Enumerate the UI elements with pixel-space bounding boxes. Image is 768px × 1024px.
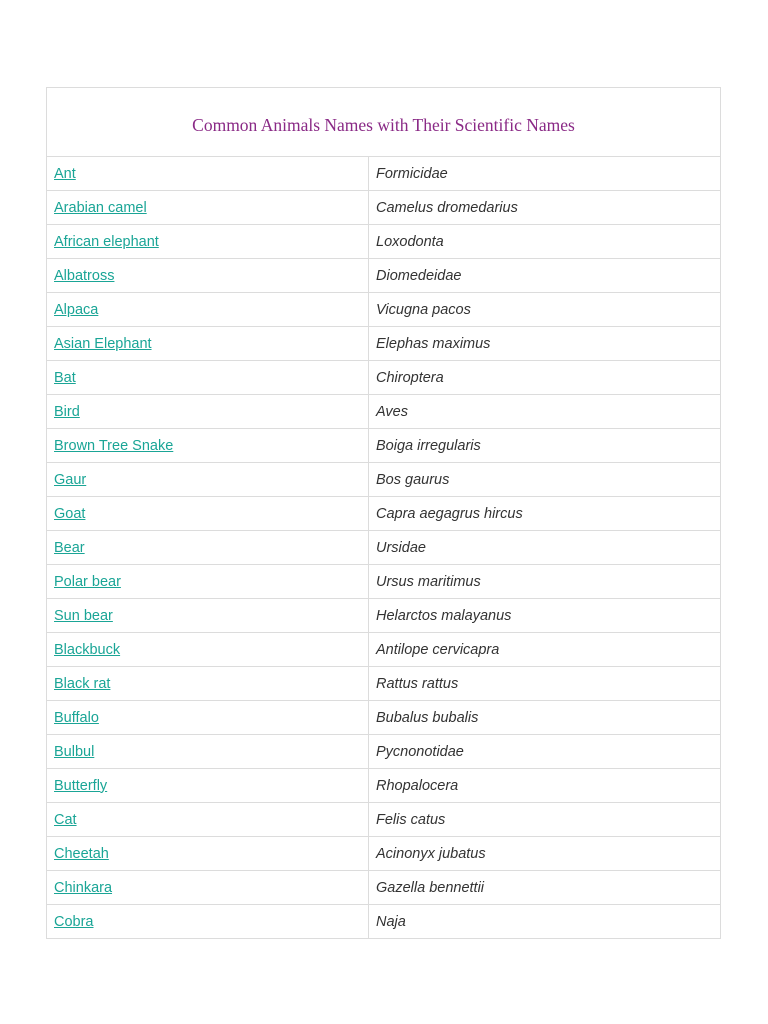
scientific-name-cell: Loxodonta [369,225,721,259]
common-name-link[interactable]: Cat [54,811,77,828]
animals-table [46,87,721,939]
scientific-name-cell: Felis catus [369,803,721,837]
common-name-cell [47,837,369,871]
common-name-cell [47,157,369,191]
common-name-link[interactable]: African elephant [54,233,159,250]
table-row [47,191,721,225]
table-title: Common Animals Names with Their Scientific Names [47,88,721,157]
title-row [47,88,721,157]
table-row [47,293,721,327]
common-name-cell [47,497,369,531]
common-name-cell [47,429,369,463]
scientific-name-cell: Bos gaurus [369,463,721,497]
common-name-link[interactable]: Bear [54,539,85,556]
table-row [47,871,721,905]
common-name-link[interactable]: Albatross [54,267,115,284]
table-row [47,531,721,565]
scientific-name-cell: Boiga irregularis [369,429,721,463]
common-name-cell [47,361,369,395]
common-name-cell [47,225,369,259]
common-name-cell [47,769,369,803]
scientific-name-cell: Capra aegagrus hircus [369,497,721,531]
common-name-cell [47,701,369,735]
common-name-link[interactable]: Cheetah [54,845,109,862]
table-row [47,769,721,803]
common-name-link[interactable]: Brown Tree Snake [54,437,174,454]
common-name-cell [47,259,369,293]
scientific-name-cell: Naja [369,905,721,939]
scientific-name-cell: Helarctos malayanus [369,599,721,633]
scientific-name-cell: Formicidae [369,157,721,191]
table-row [47,735,721,769]
common-name-link[interactable]: Gaur [54,471,87,488]
common-name-cell [47,735,369,769]
common-name-cell [47,633,369,667]
common-name-cell [47,599,369,633]
common-name-cell [47,293,369,327]
scientific-name-cell: Ursidae [369,531,721,565]
table-row [47,361,721,395]
scientific-name-cell: Camelus dromedarius [369,191,721,225]
table-row [47,463,721,497]
table-row [47,667,721,701]
scientific-name-cell: Bubalus bubalis [369,701,721,735]
table-row [47,905,721,939]
table-row [47,225,721,259]
scientific-name-cell: Rattus rattus [369,667,721,701]
scientific-name-cell: Antilope cervicapra [369,633,721,667]
common-name-cell [47,565,369,599]
table-row [47,395,721,429]
common-name-link[interactable]: Cobra [54,913,94,930]
common-name-cell [47,463,369,497]
common-name-link[interactable]: Polar bear [54,573,121,590]
table-row [47,565,721,599]
common-name-link[interactable]: Arabian camel [54,199,147,216]
common-name-link[interactable]: Chinkara [54,879,113,896]
table-row [47,429,721,463]
common-name-link[interactable]: Alpaca [54,301,99,318]
table-row [47,157,721,191]
common-name-cell [47,531,369,565]
table-row [47,803,721,837]
common-name-link[interactable]: Butterfly [54,777,108,794]
common-name-link[interactable]: Goat [54,505,86,522]
scientific-name-cell: Acinonyx jubatus [369,837,721,871]
common-name-link[interactable]: Blackbuck [54,641,121,658]
scientific-name-cell: Pycnonotidae [369,735,721,769]
common-name-cell [47,871,369,905]
common-name-link[interactable]: Bird [54,403,80,420]
table-row [47,701,721,735]
common-name-link[interactable]: Sun bear [54,607,113,624]
common-name-link[interactable]: Black rat [54,675,111,692]
table-row [47,327,721,361]
scientific-name-cell: Ursus maritimus [369,565,721,599]
scientific-name-cell: Gazella bennettii [369,871,721,905]
common-name-link[interactable]: Bulbul [54,743,95,760]
scientific-name-cell: Rhopalocera [369,769,721,803]
common-name-link[interactable]: Buffalo [54,709,99,726]
table-row [47,259,721,293]
common-name-cell [47,191,369,225]
table-row [47,837,721,871]
table-row [47,497,721,531]
common-name-cell [47,395,369,429]
common-name-link[interactable]: Ant [54,165,76,182]
common-name-link[interactable]: Asian Elephant [54,335,152,352]
common-name-cell [47,327,369,361]
scientific-name-cell: Chiroptera [369,361,721,395]
scientific-name-cell: Aves [369,395,721,429]
scientific-name-cell: Vicugna pacos [369,293,721,327]
common-name-cell [47,905,369,939]
common-name-cell [47,667,369,701]
scientific-name-cell: Diomedeidae [369,259,721,293]
common-name-link[interactable]: Bat [54,369,76,386]
table-row [47,633,721,667]
table-row [47,599,721,633]
table-body [47,88,721,939]
scientific-name-cell: Elephas maximus [369,327,721,361]
common-name-cell [47,803,369,837]
